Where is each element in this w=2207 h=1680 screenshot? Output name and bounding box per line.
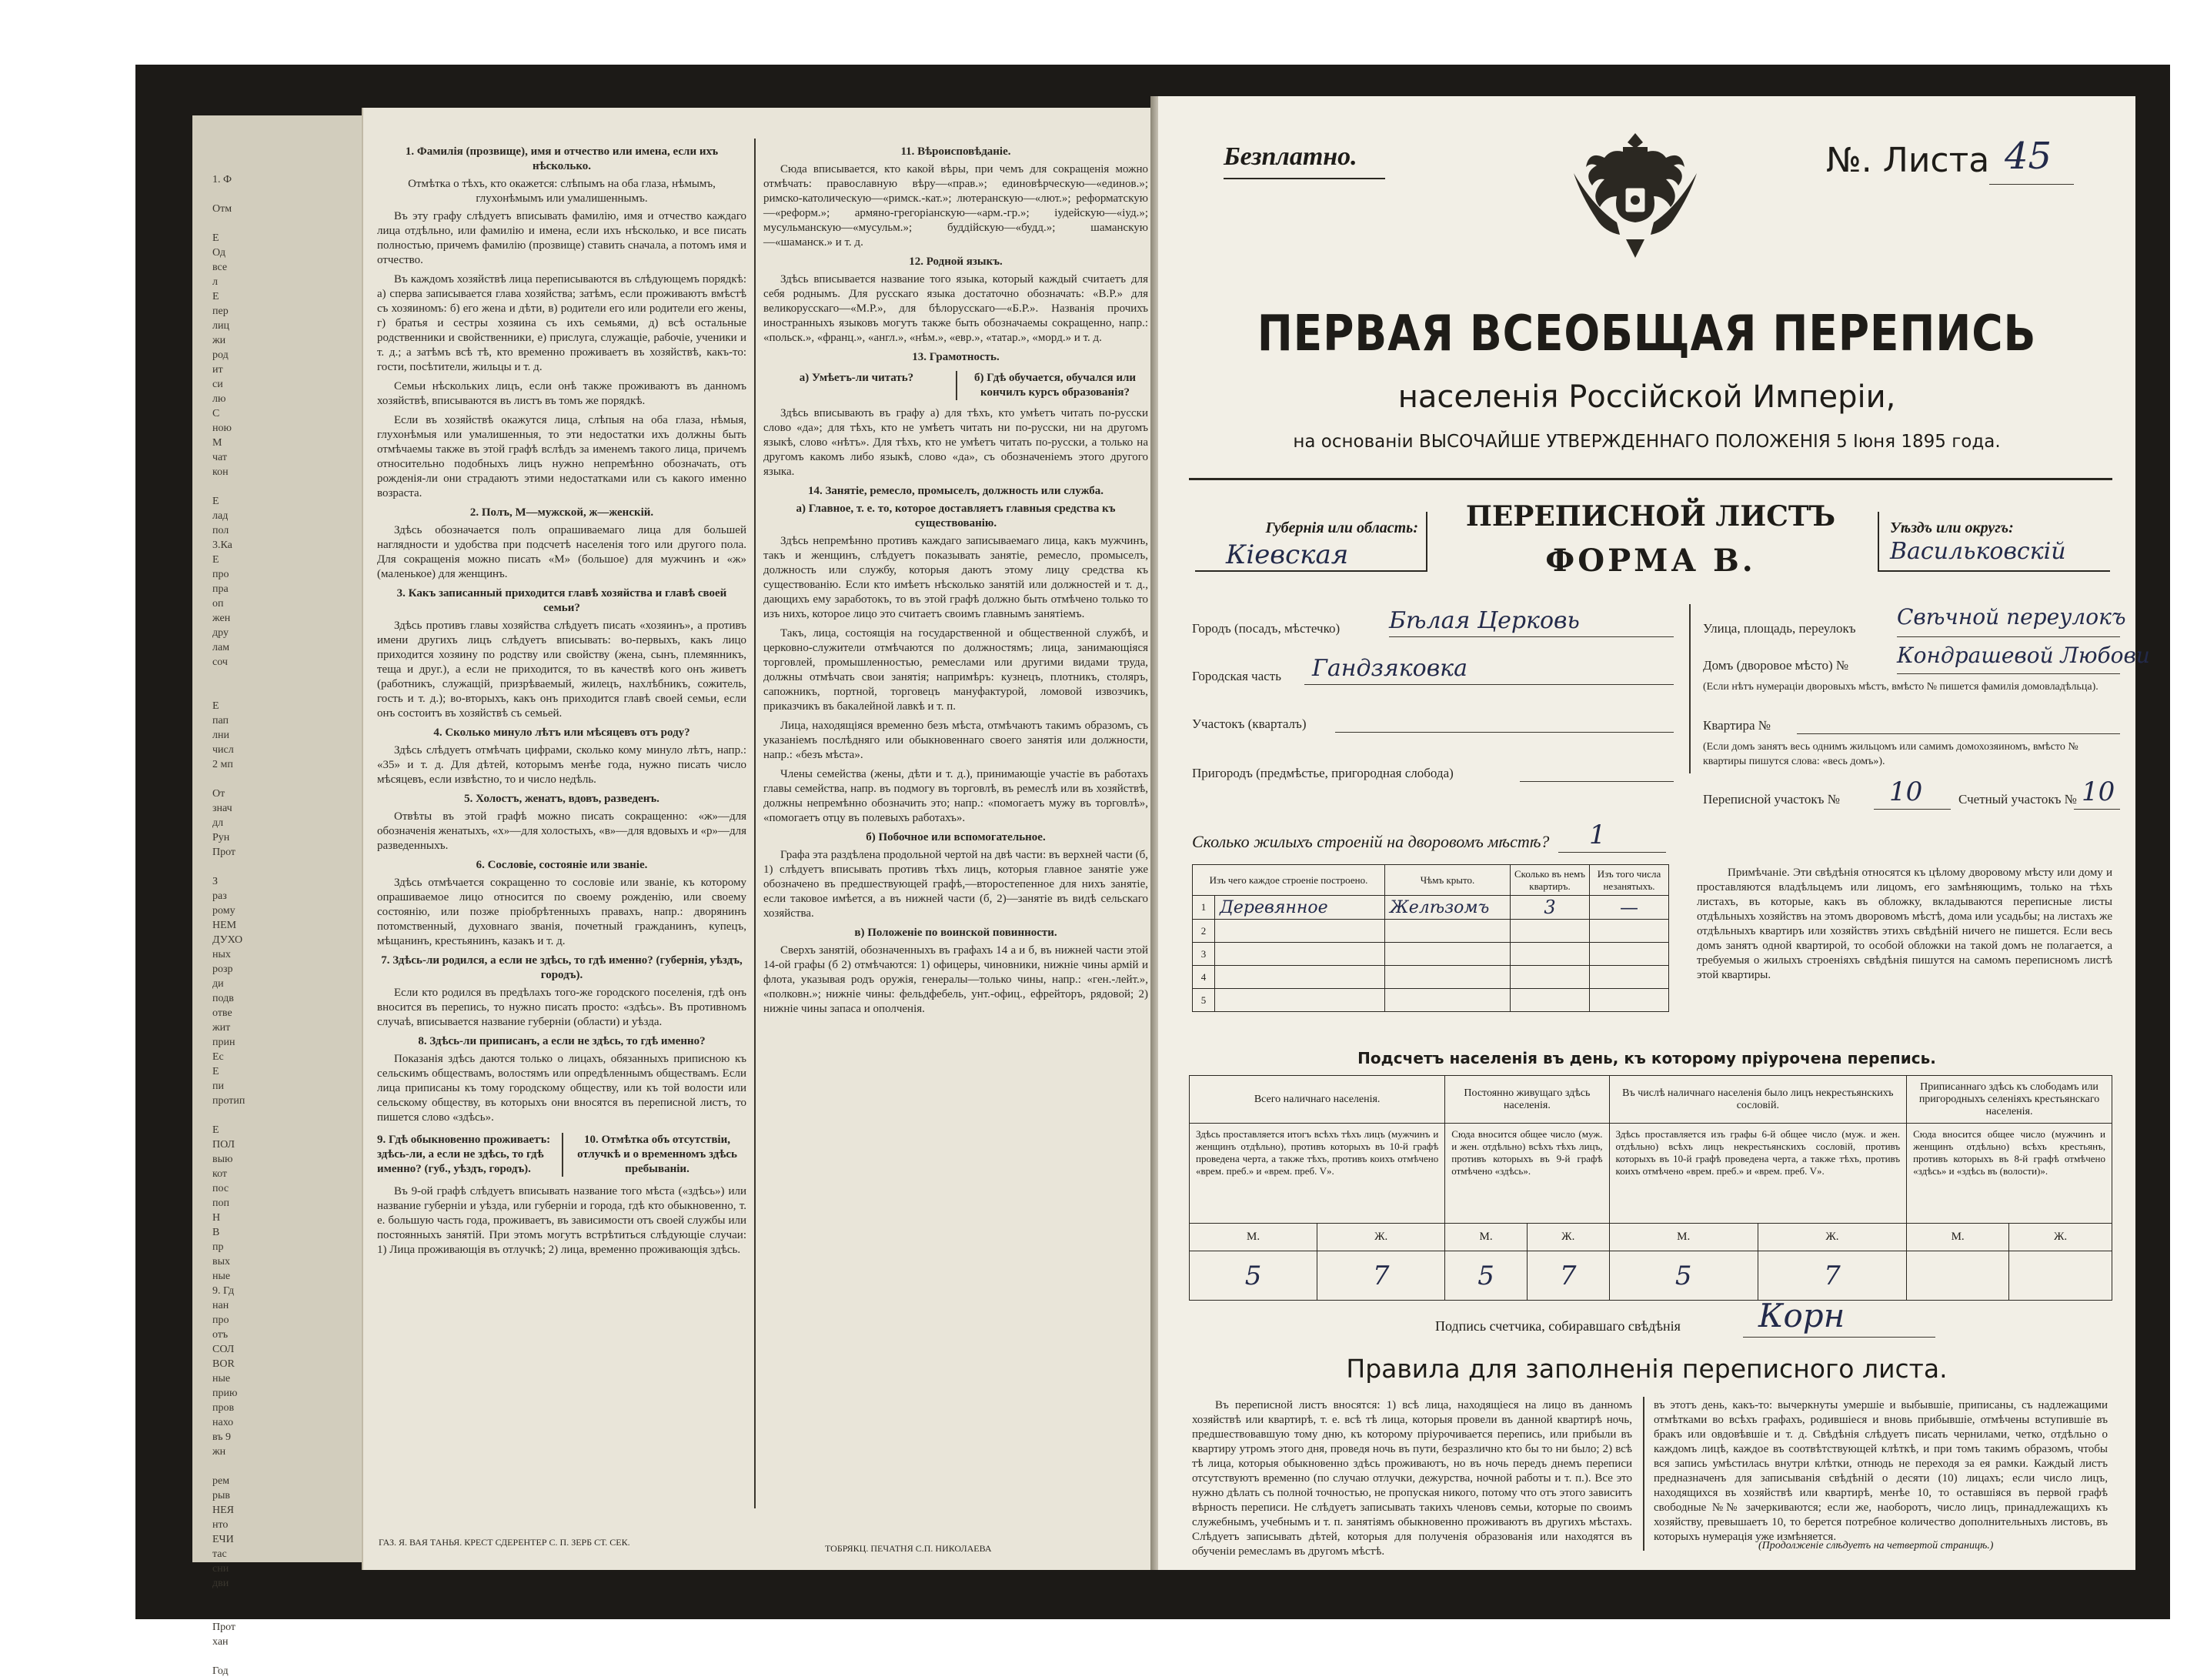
- edge-fragment: ные: [212, 1271, 231, 1282]
- edge-fragment: [212, 686, 366, 700]
- count-desc-permanent: Сюда вносится общее число (муж. и жен. отдѣльно) всѣхъ тѣхъ лицъ, противъ которыхъ въ 9-й графѣ отмѣчено «здѣсь».: [1445, 1124, 1609, 1224]
- edge-fragment: [212, 1651, 366, 1665]
- edge-fragment: 2 мп: [212, 759, 233, 770]
- edge-fragment: жи: [212, 335, 226, 346]
- edge-fragment-list: [212, 174, 366, 1680]
- flat-note: (Если домъ занятъ весь однимъ жильцомъ или самимъ домохозяиномъ, вмѣсто № квартиры пишутся слова: «весь домъ»).: [1703, 741, 2078, 767]
- buildings-value[interactable]: 1: [1589, 820, 1606, 850]
- edge-fragment: [212, 1110, 366, 1124]
- house-label: Домъ (дворовое мѣсто) №: [1703, 658, 1849, 673]
- left-page-edges: [192, 115, 369, 1677]
- edge-fragment: Н: [212, 1212, 221, 1224]
- edge-fragment: поп: [212, 1197, 229, 1209]
- count-table-sex-row: [1190, 1224, 2112, 1251]
- sheet-number-underline: [1989, 184, 2074, 185]
- edge-fragment: ДУХО: [212, 934, 243, 946]
- edge-fragment: Е: [212, 700, 219, 712]
- edge-fragment: жит: [212, 1022, 231, 1034]
- heading-13: 13. Грамотность.: [912, 351, 1000, 363]
- buildings-row: [1193, 896, 1669, 920]
- quarter-label: Участокъ (кварталъ): [1192, 716, 1307, 731]
- instructions-column-1: [377, 142, 746, 1262]
- province-label: Губернія или область:: [1265, 519, 1418, 536]
- edge-fragment: рыв: [212, 1490, 231, 1501]
- male-header: М.: [1609, 1224, 1758, 1251]
- census-form-page: [1158, 96, 2150, 1570]
- edge-fragment: СОЛ: [212, 1344, 235, 1355]
- flat-label: Квартира №: [1703, 718, 1771, 733]
- edge-fragment: нан: [212, 1300, 229, 1311]
- edge-fragment: [212, 1461, 366, 1475]
- edge-fragment: розр: [212, 964, 233, 975]
- col-header-material: Изъ чего каждое строеніе построено.: [1193, 865, 1385, 896]
- edge-fragment: [212, 671, 366, 686]
- count-header-permanent: Постоянно живущаго здѣсь населенія.: [1445, 1076, 1609, 1124]
- district-box: [1878, 512, 2110, 572]
- material-cell[interactable]: [1215, 989, 1385, 1012]
- form-title: ПЕРЕПИСНОЙ ЛИСТЪ: [1465, 500, 1836, 533]
- vacant-cell[interactable]: [1590, 920, 1669, 943]
- city-part-value[interactable]: Гандзяковка: [1312, 655, 1467, 682]
- signature-value[interactable]: Корн: [1758, 1297, 1845, 1334]
- province-box: [1195, 512, 1427, 572]
- count-value-cell[interactable]: [2009, 1251, 2112, 1301]
- edge-fragment: лю: [212, 393, 226, 405]
- city-label: Городъ (посадъ, мѣстечко): [1192, 621, 1341, 636]
- edge-fragment: [212, 773, 366, 788]
- edge-fragment: [212, 218, 366, 232]
- paragraph: Въ эту графу слѣдуетъ вписывать фамилію, имя и отчество каждаго лица отдѣльно, или фамилію и имена, если ихъ нѣсколько, и все писать полностью, причемъ фамилію (прозвище) ставить сначала, а потомъ имя и отчество.: [377, 210, 746, 266]
- edge-fragment: отъ: [212, 1329, 229, 1341]
- rules-divider: [1643, 1397, 1644, 1551]
- count-value-cell[interactable]: 7: [1758, 1251, 1906, 1301]
- count-table-values-row: [1190, 1251, 2112, 1301]
- printer-footer-left: ГАЗ. Я. ВАЯ ТАНЬЯ. КРЕСТ СДЕРЕНТЕР С. П. ЗЕРБ СТ. СЕК.: [379, 1537, 630, 1548]
- roof-cell[interactable]: [1385, 943, 1511, 966]
- heading-14b: б) Побочное или вспомогательное.: [866, 831, 1046, 843]
- count-title: Подсчетъ населенія въ день, къ которому пріурочена перепись.: [1357, 1049, 1936, 1067]
- count-section-label: Счетный участокъ №: [1958, 792, 2077, 807]
- count-section-underline: [2074, 809, 2120, 810]
- edge-fragment: числ: [212, 744, 234, 756]
- count-value-cell[interactable]: 5: [1609, 1251, 1758, 1301]
- count-value-cell[interactable]: [1907, 1251, 2009, 1301]
- flats-cell[interactable]: [1511, 989, 1590, 1012]
- edge-fragment: ных: [212, 949, 231, 960]
- roof-cell[interactable]: [1385, 966, 1511, 989]
- paragraph: Сверхъ занятій, обозначенныхъ въ графахъ 14 а и б, въ нижней части этой 14-ой графы (б 2) отмѣчаются: 1) офицеры, чиновники, нижніе чины армій и флота, указывая родъ оружія, генералы—только чины, напр.: «ген.-лейт.», «полковн.»; нижніе чины: фельдфебель, унт.-офиц., ефрейторъ, рядовой; 2) нижніе чины запаса и ополченія.: [763, 944, 1148, 1015]
- edge-fragment: соч: [212, 656, 228, 668]
- female-header: Ж.: [1317, 1224, 1445, 1251]
- signature-underline: [1743, 1337, 1935, 1338]
- address-divider: [1689, 604, 1691, 773]
- buildings-row: [1193, 966, 1669, 989]
- paragraph: Такъ, лица, состоящія на государственной и общественной службѣ, и церковно-служители отмѣчаются по должностямъ; лица, занимающіяся торговлей, промышленностью, ремеслами или другими видами труда, должны отмѣчать свои занятія; напримѣръ: кузнецъ, плотникъ, столяръ, сапожникъ, портной, торговецъ мануфактурой, ломовой извозчикъ, приказчикъ въ бакалейной лавкѣ и т. п.: [763, 627, 1148, 713]
- heading-9: 9. Гдѣ обыкновенно проживаетъ: здѣсь-ли, а если не здѣсь, то гдѣ именно? (губ., уѣздъ, городъ).: [377, 1134, 551, 1175]
- edge-fragment: л: [212, 276, 218, 288]
- edge-fragment: С: [212, 408, 220, 419]
- edge-fragment: Отм: [212, 203, 232, 215]
- buildings-underline: [1558, 852, 1666, 853]
- edge-fragment: [212, 1607, 366, 1622]
- census-subtitle: населенія Россійской Имперіи,: [1397, 379, 1896, 415]
- heading-10: 10. Отмѣтка объ отсутствіи, отлучкѣ и о временномъ здѣсь пребываніи.: [562, 1133, 746, 1177]
- street-label: Улица, площадь, переулокъ: [1703, 621, 1856, 636]
- edge-fragment: E: [212, 232, 219, 244]
- edge-fragment: Ес: [212, 1051, 224, 1063]
- edge-fragment: 3.Ка: [212, 539, 232, 551]
- edge-fragment: про: [212, 569, 229, 580]
- paragraph: Здѣсь обозначается полъ опрашиваемаго лица для большей наглядности и удобства при подсчетѣ населенія того или другого пола. Для сокращенія можно писать «М» (большое) для мужчинъ и «ж» (маленькое) для женщинъ.: [377, 524, 746, 580]
- heading-9-10-row: [377, 1130, 746, 1180]
- paragraph: Въ 9-ой графѣ слѣдуетъ вписывать название того мѣста («здѣсь») или название губерніи и уѣзда, или губерніи и города, гдѣ кто обыкновенно, т. е. большую часть года, проживаетъ, въ зависимости отъ своей службы или постоянныхъ занятій. При этомъ могутъ встрѣтиться слѣдующіе случаи: 1) Лица проживающія въ отлучкѣ; 2) лица, временно проживающія здѣсь.: [377, 1185, 746, 1256]
- roof-cell[interactable]: [1385, 920, 1511, 943]
- census-title: ПЕРВАЯ ВСЕОБЩАЯ ПЕРЕПИСЬ: [1257, 306, 2037, 362]
- suburb-label: Пригородъ (предмѣстье, пригородная слобода): [1192, 766, 1454, 780]
- census-section-value[interactable]: 10: [1889, 777, 1923, 807]
- free-label: Безплатно.: [1224, 142, 1357, 171]
- population-count-table: [1189, 1075, 2112, 1301]
- count-header-peasant: Приписаннаго здѣсь къ слободамъ или пригородныхъ селеніяхъ крестьянскаго населенія.: [1907, 1076, 2112, 1124]
- imperial-eagle-icon: [1558, 127, 1712, 266]
- flats-cell[interactable]: 3: [1511, 896, 1590, 920]
- rules-title: Правила для заполненія переписного листа.: [1346, 1354, 1948, 1384]
- material-cell[interactable]: [1215, 943, 1385, 966]
- flats-cell[interactable]: [1511, 920, 1590, 943]
- paragraph: Здѣсь вписывается название того языка, который каждый считаетъ для себя роднымъ. Для русскаго языка достаточно обозначать: «В.Р.» для великорусскаго—«М.Р.», для бѣлорусскаго—«Б.Р.». Названія прочихъ иностранныхъ языковъ могутъ также быть обозначаемы сокращенно, напр.: «польск.», «франц.», «англ.», «нѣм.», «евр.», «татар.», «морд.» и т. д.: [763, 273, 1148, 344]
- city-value[interactable]: Бѣлая Церковь: [1389, 607, 1580, 634]
- col-header-roof: Чѣмъ крыто.: [1385, 865, 1511, 896]
- edge-fragment: протип: [212, 1095, 245, 1107]
- edge-fragment: НЕЯ: [212, 1505, 234, 1516]
- vacant-cell[interactable]: —: [1590, 896, 1669, 920]
- paragraph: Сюда вписывается, кто какой вѣры, при чемъ для сокращенія можно отмѣчать: православную вѣру—«прав.»; единовѣрческую—«единов.»; римско-католическую—«римск.-кат.»; лютеранскую—«лют.»; реформатскую—«реформ.»; армяно-грегоріанскую—«арм.-гр.»; іудейскую—«іуд.»; мусульманскую—«мусульм.»; буддійскую—«будд.»; шаманскую—«шаманск.» и т. д.: [763, 163, 1148, 249]
- buildings-table-body: [1193, 896, 1669, 1012]
- heading-14: 14. Занятіе, ремесло, промыселъ, должность или служба.: [807, 485, 1104, 497]
- edge-fragment: пров: [212, 1402, 235, 1414]
- edge-fragment: ПОЛ: [212, 1139, 235, 1151]
- heading-7: 7. Здѣсь-ли родился, а если не здѣсь, то гдѣ именно? (губернія, уѣздъ, городъ).: [381, 954, 743, 981]
- row-number: 4: [1193, 966, 1215, 989]
- heading-5: 5. Холостъ, женатъ, вдовъ, разведенъ.: [464, 793, 659, 805]
- male-header: М.: [1907, 1224, 2009, 1251]
- legal-basis-line: на основаніи ВЫСОЧАЙШЕ УТВЕРЖДЕННАГО ПОЛОЖЕНІЯ 5 Іюня 1895 года.: [1293, 432, 2001, 452]
- paragraph: Если кто родился въ предѣлахъ того-же городского поселенія, гдѣ онъ вносится въ перепись, то нужно писать просто: «здѣсь». Въ противномъ случаѣ, вписывается название губерніи (области) и уѣзда.: [377, 987, 746, 1028]
- edge-fragment: пра: [212, 583, 229, 595]
- paragraph: Здѣсь вписывають въ графу а) для тѣхъ, кто умѣетъ читать по-русски слово «да»; для тѣхъ, кто не умѣетъ читать ни по-русски, ни на другомъ языкѣ, слово «нѣтъ». Для тѣхъ, кто не умѣетъ читать по-русски, а только на другомъ какомъ либо языкѣ, слово «да», съ обозначеніемъ этого другого языка.: [763, 407, 1148, 478]
- edge-fragment: дру: [212, 627, 229, 639]
- paragraph: Здѣсь отмѣчается сокращенно то сословіе или званіе, къ которому опрашиваемое лицо относится по своему рожденію, или своему состоянію, или позже пріобрѣтенныхъ правахъ, напр.: дворянинъ потомственный, духовнаго званія, почетный гражданинъ, купецъ, мѣщанинъ, крестьянинъ, казакъ и т. д.: [377, 877, 746, 947]
- count-value-cell[interactable]: 5: [1445, 1251, 1528, 1301]
- instructions-column-2: [763, 142, 1148, 1021]
- house-value[interactable]: Кондрашевой Любови: [1897, 643, 2150, 668]
- edge-fragment: жен: [212, 613, 231, 624]
- edge-fragment: З: [212, 876, 219, 887]
- heading-11: 11. Вѣроисповѣданіе.: [900, 145, 1011, 158]
- edge-fragment: пап: [212, 715, 229, 726]
- count-desc-peasant: Сюда вносится общее число (мужчинъ и женщинъ отдѣльно) всѣхъ крестьянъ, противъ которыхъ въ 8-й графѣ отмѣчено «здѣсь» и «здѣсь въ (волости)».: [1907, 1124, 2112, 1224]
- district-label: Уѣздъ или округъ:: [1890, 519, 2014, 536]
- material-cell[interactable]: [1215, 920, 1385, 943]
- edge-fragment: В: [212, 1227, 220, 1238]
- edge-fragment: нахо: [212, 1417, 234, 1428]
- printer-footer-right: ТОБРЯКЦ. ПЕЧАТНЯ С.П. НИКОЛАЕВА: [825, 1543, 992, 1554]
- paragraph: Графа эта раздѣлена продольной чертой на двѣ части: въ верхней части (б, 1) слѣдуетъ вписывать противъ тѣхъ лицъ, которыя главное занятіе уже обозначено въ предшествующей графѣ,—второстепенное для нихъ занятіе, если таковое имѣется, а въ нижней части (б, 2)—занятіе въ видѣ сельскаго хозяйства.: [763, 849, 1148, 920]
- edge-fragment: лам: [212, 642, 230, 653]
- paragraph: Показанія здѣсь даются только о лицахъ, обязанныхъ приписною къ сельскимъ обществамъ, волостямъ или опредѣленнымъ обществамъ. Если лица приписаны къ тому городскому обществу, или къ той волости или сельскому обществу, въ которыхъ они вносятся въ переписной листъ, то пишется слово «здѣсь».: [377, 1053, 746, 1124]
- heading-13a: а) Умѣетъ-ли читать?: [799, 372, 914, 384]
- edge-fragment: [212, 189, 366, 203]
- paragraph: Лица, находящіяся временно безъ мѣста, отмѣчаютъ такимъ образомъ, съ указаніемъ послѣдняго или обыкновеннаго своего занятія или должности, напр.: «безъ мѣста».: [763, 720, 1148, 761]
- count-desc-total: Здѣсь проставляется итогъ всѣхъ тѣхъ лицъ (мужчинъ и женщинъ отдѣльно), противъ которыхъ въ 10-й графѣ проведена черта, а также тѣхъ, противъ коихъ отмѣчено «врем. преб.» и «врем. преб. V».: [1190, 1124, 1445, 1224]
- material-cell[interactable]: [1215, 966, 1385, 989]
- house-underline: [1897, 673, 2120, 674]
- heading-military: в) Положеніе по воинской повинности.: [854, 927, 1057, 939]
- material-cell[interactable]: Деревянное: [1215, 896, 1385, 920]
- edge-fragment: прию: [212, 1388, 238, 1399]
- edge-fragment: Е: [212, 291, 219, 302]
- edge-fragment: подв: [212, 993, 234, 1004]
- edge-fragment: ит: [212, 364, 223, 376]
- count-table-headers: [1190, 1076, 2112, 1124]
- row-number: 5: [1193, 989, 1215, 1012]
- edge-fragment: Е: [212, 554, 219, 566]
- roof-cell[interactable]: [1385, 989, 1511, 1012]
- count-desc-non-peasant: Здѣсь проставляется изъ графы 6-й общее число (муж. и жен. отдѣльно) всѣхъ лицъ некрестьянскихъ сословій, противъ которыхъ въ 10-й графѣ проведена черта, а также тѣхъ, противъ коихъ отмѣчено «врем. преб.» и «врем. преб. V».: [1609, 1124, 1907, 1224]
- count-header-total: Всего наличнаго населенія.: [1190, 1076, 1445, 1124]
- paragraph: Отвѣты въ этой графѣ можно писать сокращенно: «ж»—для обозначенія женатыхъ, «х»—для холостыхъ, «в»—для вдовыхъ и «р»—для разведенныхъ.: [377, 810, 746, 852]
- edge-fragment: рем: [212, 1475, 230, 1487]
- column-divider: [754, 139, 756, 1508]
- edge-fragment: М: [212, 437, 222, 449]
- census-section-underline: [1874, 809, 1951, 810]
- paragraph: Если въ хозяйствѣ окажутся лица, слѣпыя на оба глаза, нѣмыя, глухонѣмыя или умалишенныя, то эти недостатки ихъ должны быть отмѣчаемы также въ этой графѣ вслѣдъ за именемъ такого лица, причемъ относительно подобныхъ лицъ нужно непремѣнно обозначать, отъ рожденія-ли они страдаютъ этими недостатками или съ какого именно возраста.: [377, 414, 746, 499]
- count-value-cell[interactable]: 7: [1527, 1251, 1609, 1301]
- vacant-cell[interactable]: [1590, 966, 1669, 989]
- vacant-cell[interactable]: [1590, 943, 1669, 966]
- rules-column-2: въ этотъ день, какъ-то: вычеркнуты умершіе и выбывшіе, приписаны, съ надлежащими отмѣтками во всѣхъ графахъ, родившіеся и вновь прибывшіе, отмѣчены вступившіе въ бракъ или овдовѣвшіе и т. д. Свѣдѣнія слѣдуетъ писать чернилами, четко, отдѣльно о каждомъ лицѣ, каждое въ соотвѣтствующей клѣткѣ, и при томъ такимъ образомъ, чтобы вся запись умѣстилась внутри клѣтки, отнюдь не переходя за ея рамки. Каждый листъ предназначенъ для записыванія свѣдѣній о десяти (10) лицахъ; если число лицъ, находящихся въ хозяйствѣ или квартирѣ, менѣе 10, то оставшіяся въ первой графѣ свободные №№ зачеркиваются; если же, наоборотъ, число лицъ, принадлежащихъ къ хозяйству, превышаетъ 10, то берется потребное количество дополнительныхъ листовъ, въ которыхъ нумерація уже измѣняется.: [1654, 1399, 2108, 1543]
- house-note: (Если нѣтъ нумераціи дворовыхъ мѣстъ, вмѣсто № пишется фамилія домовладѣльца).: [1703, 681, 2098, 693]
- count-value-cell[interactable]: 5: [1190, 1251, 1317, 1301]
- count-section-value[interactable]: 10: [2082, 777, 2115, 807]
- quarter-underline: [1335, 732, 1674, 733]
- edge-fragment: BOR: [212, 1358, 235, 1370]
- edge-fragment: пр: [212, 1241, 224, 1253]
- count-value-cell[interactable]: 7: [1317, 1251, 1445, 1301]
- edge-fragment: вых: [212, 1256, 231, 1268]
- paragraph: Здѣсь противъ главы хозяйства слѣдуетъ писать «хозяинъ», а противъ имени другихъ лицъ слѣдуетъ вписывать: во-первыхъ, какъ лицо приходится хозяину по родству или свойству (жена, сынъ, племянникъ, теща и друг.), а если не приходится, то въ качествѣ кого онъ живетъ (работникъ, служащій, призрѣваемый, жилецъ, нахлѣбникъ, сожитель, гость и т. д.); во-вторыхъ, какъ онъ приходится главѣ своей семьи, если онъ состоитъ въ хозяйствѣ съ семьей.: [377, 620, 746, 720]
- heading-8: 8. Здѣсь-ли приписанъ, а если не здѣсь, то гдѣ именно?: [418, 1035, 706, 1047]
- free-underline: [1224, 178, 1385, 179]
- buildings-question: Сколько жилыхъ строеній на дворовомъ мѣстѣ?: [1192, 832, 1550, 851]
- edge-fragment: знач: [212, 803, 232, 814]
- edge-fragment: про: [212, 1314, 229, 1326]
- buildings-table: [1192, 864, 1669, 1012]
- left-page: [362, 108, 1164, 1570]
- edge-fragment: дл: [212, 817, 224, 829]
- edge-fragment: ною: [212, 423, 232, 434]
- row-number: 3: [1193, 943, 1215, 966]
- edge-fragment: [212, 861, 366, 876]
- edge-fragment: лиц: [212, 320, 229, 332]
- edge-fragment: сни: [212, 1563, 229, 1575]
- census-section-label: Переписной участокъ №: [1703, 792, 1840, 807]
- heading-2: 2. Полъ, М—мужской, ж—женскій.: [469, 506, 654, 519]
- heading-1: 1. Фамилія (прозвище), имя и отчество или имена, если ихъ нѣсколько.: [405, 145, 719, 172]
- roof-cell[interactable]: Желѣзомъ: [1385, 896, 1511, 920]
- street-value[interactable]: Свѣчной переулокъ: [1897, 604, 2126, 630]
- female-header: Ж.: [1758, 1224, 1906, 1251]
- col-header-vacant: Изъ того числа незанятыхъ.: [1590, 865, 1669, 896]
- continued-note: (Продолженіе слѣдуетъ на четвертой страницѣ.): [1758, 1540, 1994, 1551]
- count-header-non-peasant: Въ числѣ наличнаго населенія было лицъ некрестьянскихъ сословій.: [1609, 1076, 1907, 1124]
- header-rule: [1189, 478, 2112, 480]
- vacant-cell[interactable]: [1590, 989, 1669, 1012]
- edge-fragment: пос: [212, 1183, 229, 1194]
- buildings-row: [1193, 920, 1669, 943]
- heading-3: 3. Какъ записанный приходится главѣ хозяйства и главѣ своей семьи?: [396, 587, 727, 614]
- edge-fragment: род: [212, 349, 229, 361]
- sheet-number-label: №. Листа: [1826, 141, 1990, 180]
- buildings-table-header: [1193, 865, 1669, 896]
- suburb-underline: [1520, 781, 1674, 782]
- edge-fragment: 9. Гд: [212, 1285, 235, 1297]
- paragraph: Въ каждомъ хозяйствѣ лица переписываются въ слѣдующемъ порядкѣ: а) сперва записывается глава хозяйства; затѣмъ, если проживаютъ вмѣстѣ съ хозяиномъ: б) его жена и дѣти, в) родители его или родители его жены, г) братья и сестры хозяина съ ихъ семьями, д) всѣ остальные родственники и свойственники, е) прислуга, служащіе, рабочіе, ученики и т. д.; а затѣмъ всѣ тѣ, кто временно проживаетъ въ хозяйствѣ, какъ-то: гости, посѣтители, жильцы и т. д.: [377, 273, 746, 373]
- edge-fragment: кон: [212, 466, 229, 478]
- heading-13b: б) Гдѣ обучается, обучался или кончилъ курсъ образованія?: [956, 371, 1148, 400]
- heading-1b: Отмѣтка о тѣхъ, кто окажется: слѣпымъ на оба глаза, нѣмымъ, глухонѣмымъ или умалишеннымъ.: [408, 178, 716, 205]
- edge-fragment: лад: [212, 510, 229, 522]
- edge-fragment: хан: [212, 1636, 229, 1648]
- edge-fragment: въ 9: [212, 1431, 232, 1443]
- form-letter: ФОРМА В.: [1545, 543, 1756, 579]
- edge-fragment: чат: [212, 452, 228, 463]
- rules-column-1: Въ переписной листъ вносятся: 1) всѣ лица, находящіеся на лицо въ данномъ хозяйствѣ или квартирѣ, т. е. всѣ тѣ лица, которыя провели въ данной квартирѣ ночь, предшествовавшую тому дню, къ которому пріурочивается перепись, или прибыли въ квартиру утромъ этого дня, проведя ночь въ пути, безразлично кто бы то ни было; 2) всѣ тѣ лица, которыя обыкновенно здѣсь проживаютъ, но въ ночь передъ днемъ переписи отсутствуютъ временно (по случаю отлучки, дежурства, ночной работы и т. п.). Все это нужно дѣлать съ полной точностью, не пропуская никого, потому что отъ этого зависитъ вѣрность переписи. Не слѣдуетъ записывать такихъ членовъ семьи, которые по своимъ служебнымъ, учебнымъ и т. п. занятіямъ обыкновенно проживаютъ въ другихъ мѣстахъ. Слѣдуетъ записывать дѣтей, которыя для полученія образованія или находятся въ обученіи ремесламъ въ другомъ мѣстѣ.: [1192, 1399, 1632, 1558]
- street-underline: [1897, 636, 2120, 637]
- edge-fragment: кот: [212, 1168, 228, 1180]
- buildings-row: [1193, 943, 1669, 966]
- edge-fragment: нто: [212, 1519, 229, 1531]
- female-header: Ж.: [1527, 1224, 1609, 1251]
- province-value[interactable]: Кіевская: [1226, 539, 1349, 570]
- female-header: Ж.: [2009, 1224, 2112, 1251]
- edge-fragment: Од: [212, 247, 226, 259]
- heading-12: 12. Родной языкъ.: [909, 256, 1003, 268]
- district-value[interactable]: Васильковскій: [1890, 538, 2066, 565]
- edge-fragment: раз: [212, 890, 227, 902]
- edge-fragment: рому: [212, 905, 235, 917]
- edge-fragment: Прот: [212, 847, 236, 858]
- male-header: М.: [1445, 1224, 1528, 1251]
- edge-fragment: От: [212, 788, 225, 800]
- edge-fragment: 1. Ф: [212, 174, 232, 185]
- buildings-row: [1193, 989, 1669, 1012]
- heading-14a: а) Главное, т. е. то, которое доставляетъ главныя средства къ существованію.: [796, 503, 1116, 529]
- edge-fragment: жн: [212, 1446, 226, 1458]
- edge-fragment: дви: [212, 1578, 229, 1589]
- sheet-number-value: 45: [2005, 135, 2052, 178]
- heading-4: 4. Сколько минуло лѣтъ или мѣсяцевъ отъ роду?: [433, 726, 690, 739]
- edge-fragment: Прот: [212, 1622, 236, 1633]
- edge-fragment: ди: [212, 978, 224, 990]
- edge-fragment: НЕМ: [212, 920, 237, 931]
- edge-fragment: [212, 481, 366, 496]
- count-table-descriptions: [1190, 1124, 2112, 1224]
- edge-fragment: си: [212, 379, 223, 390]
- edge-fragment: отве: [212, 1007, 232, 1019]
- edge-fragment: Е: [212, 496, 219, 507]
- male-header: М.: [1190, 1224, 1317, 1251]
- city-part-label: Городская часть: [1192, 669, 1281, 683]
- edge-fragment: прин: [212, 1037, 235, 1048]
- signature-label: Подпись счетчика, собиравшаго свѣдѣнія: [1435, 1318, 1681, 1334]
- edge-fragment: пер: [212, 306, 229, 317]
- paragraph: Здѣсь непремѣнно противъ каждаго записываемаго лица, какъ мужчинъ, такъ и женщинъ, слѣдуетъ показывать занятіе, ремесло, промыселъ, должность или службу, которыя даютъ этому лицу средства къ существованію. Если кто имѣетъ нѣсколько занятій или должностей и т. д., дающихъ ему заработокъ, то въ этой графѣ должно быть отмѣчено только то изъ нихъ, которое лицо это считаетъ своимъ главнымъ занятіемъ.: [763, 535, 1148, 620]
- edge-fragment: ные: [212, 1373, 231, 1384]
- edge-fragment: Е: [212, 1066, 219, 1077]
- edge-fragment: все: [212, 262, 228, 273]
- paragraph: Здѣсь слѣдуетъ отмѣчать цифрами, сколько кому минуло лѣтъ, напр.: «35» и т. д. Для дѣтей, которымъ менѣе года, нужно писать число мѣсяцевъ, если извѣстно, то и число недѣль.: [377, 744, 746, 786]
- edge-fragment: Год: [212, 1665, 229, 1677]
- city-underline: [1389, 636, 1674, 637]
- flats-cell[interactable]: [1511, 966, 1590, 989]
- edge-fragment: лни: [212, 730, 229, 741]
- edge-fragment: Рун: [212, 832, 230, 843]
- city-part-underline: [1304, 684, 1674, 685]
- row-number: 2: [1193, 920, 1215, 943]
- edge-fragment: оп: [212, 598, 224, 610]
- edge-fragment: тас: [212, 1548, 227, 1560]
- edge-fragment: ЕЧИ: [212, 1534, 234, 1545]
- heading-13-sub-row: [763, 368, 1148, 403]
- heading-6: 6. Сословіе, состояніе или званіе.: [476, 859, 648, 871]
- edge-fragment: Е: [212, 1124, 219, 1136]
- edge-fragment: выю: [212, 1154, 233, 1165]
- buildings-note: Примѣчаніе. Эти свѣдѣнія относятся къ цѣлому дворовому мѣсту или дому и проставляются владѣльцемъ или лицомъ, его замѣняющимъ, только на тѣхъ листахъ, въ которые, какъ въ обложку, вкладываются переписные листы отдѣльныхъ хозяйствъ на этомъ дворовомъ мѣстѣ, дома или усадьбы; на листахъ же отдѣльныхъ квартиръ или хозяйствъ этихъ свѣдѣній ничего не пишется. Если весь домъ занятъ одной квартирой, то особой обложки на такой домъ не полагается, а требуемыя о жилыхъ строеніяхъ свѣдѣнія пишутся на самомъ переписномъ листѣ этой квартиры.: [1697, 867, 2112, 981]
- row-number: 1: [1193, 896, 1215, 920]
- edge-fragment: пи: [212, 1080, 224, 1092]
- col-header-flats: Сколько въ немъ квартиръ.: [1511, 865, 1590, 896]
- edge-fragment: пол: [212, 525, 229, 536]
- flats-cell[interactable]: [1511, 943, 1590, 966]
- flat-underline: [1797, 733, 2120, 734]
- paragraph: Члены семейства (жены, дѣти и т. д.), принимающіе участіе въ работахъ главы семейства, напр. въ подмогу въ торговлѣ, въ ремеслѣ или въ хозяйствѣ, должны непремѣнно обозначить это; напр.: «помогаетъ мужу въ торговлѣ», «помогаетъ отцу въ полевыхъ работахъ».: [763, 768, 1148, 824]
- paragraph: Семьи нѣскольких лицъ, если онѣ также проживаютъ въ данномъ хозяйствѣ, вписываются въ листъ въ томъ же порядкѣ.: [377, 380, 746, 407]
- edge-fragment: [212, 1592, 366, 1607]
